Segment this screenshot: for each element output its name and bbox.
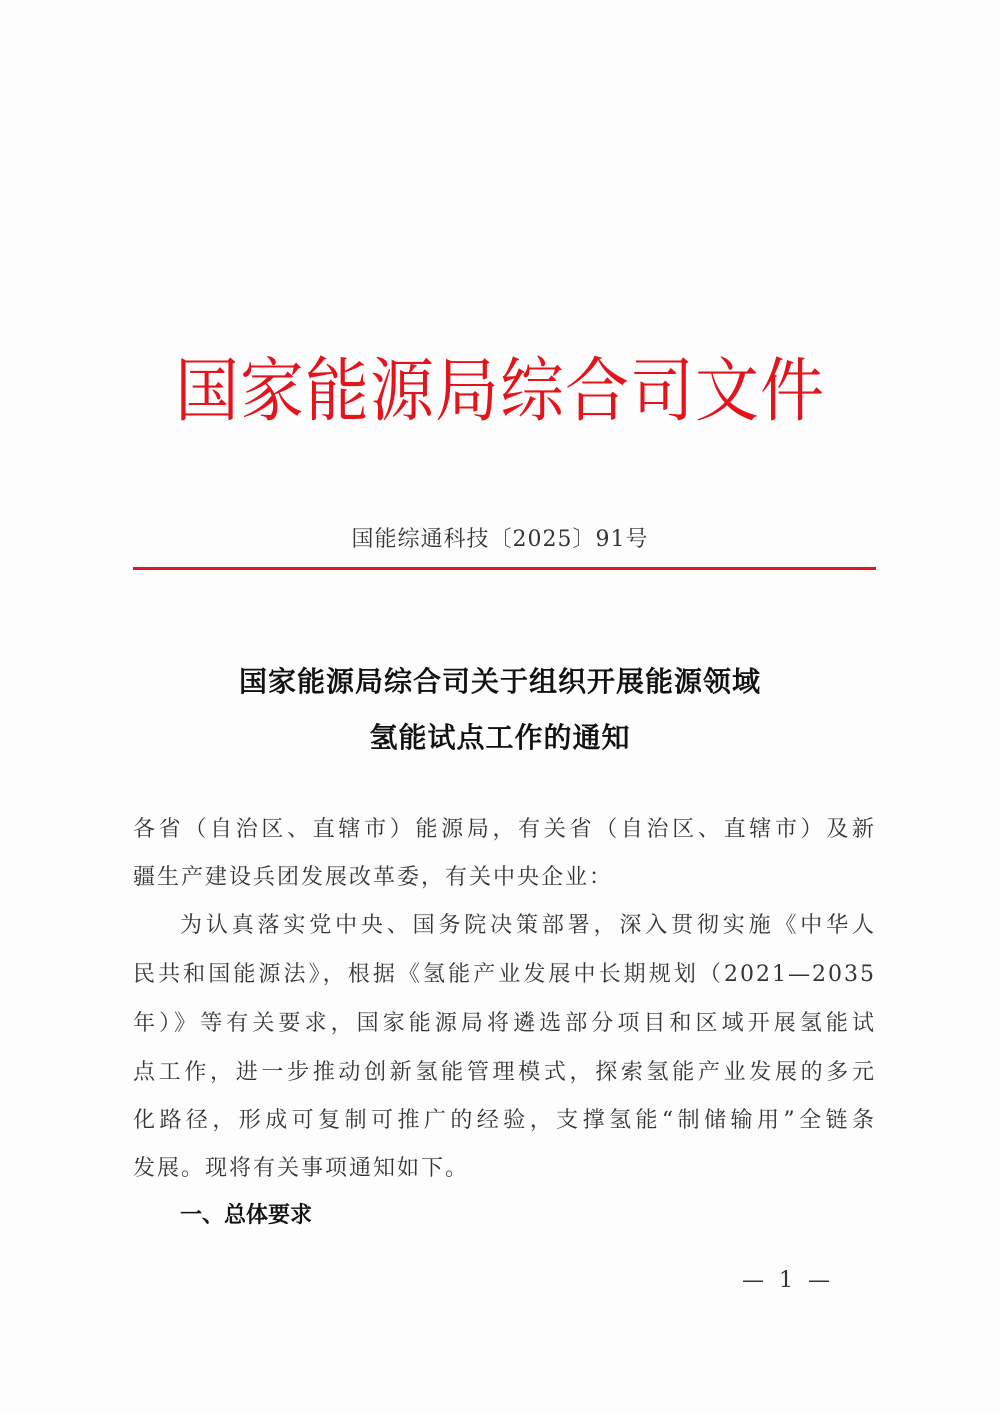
paragraph-line-1: 为认真落实党中央、国务院决策部署，深入贯彻实施《中华人 <box>180 913 876 938</box>
paragraph-line-5: 化路径，形成可复制可推广的经验，支撑氢能“制储输用”全链条 <box>133 1108 876 1133</box>
issuing-authority-header: 国家能源局综合司文件 <box>175 352 825 432</box>
page-number: — 1 — <box>742 1268 834 1293</box>
paragraph-line-6: 发展。现将有关事项通知如下。 <box>133 1156 470 1181</box>
paragraph-line-3: 年）》等有关要求，国家能源局将遴选部分项目和区域开展氢能试 <box>133 1011 876 1036</box>
section-heading-general-requirements: 一、总体要求 <box>180 1203 313 1228</box>
red-divider-line <box>133 567 876 570</box>
addressee-line-2: 疆生产建设兵团发展改革委，有关中央企业： <box>133 865 614 890</box>
notice-title-line-1: 国家能源局综合司关于组织开展能源领域 <box>238 665 761 698</box>
paragraph-line-2: 民共和国能源法》，根据《氢能产业发展中长期规划（2021—2035 <box>133 962 876 987</box>
addressee-line-1: 各省（自治区、直辖市）能源局，有关省（自治区、直辖市）及新 <box>133 817 876 842</box>
notice-title-line-2: 氢能试点工作的通知 <box>369 721 631 754</box>
paragraph-line-4: 点工作，进一步推动创新氢能管理模式，探索氢能产业发展的多元 <box>133 1060 876 1085</box>
document-number: 国能综通科技〔2025〕91号 <box>351 527 649 552</box>
